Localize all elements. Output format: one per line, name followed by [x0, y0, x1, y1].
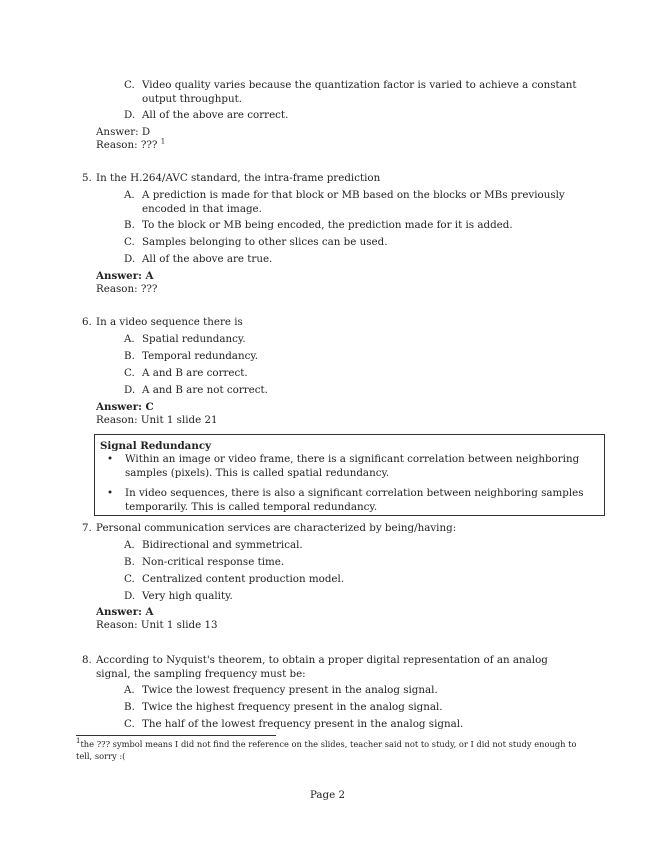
box-title: Signal Redundancy	[100, 440, 212, 452]
bullet-text: In video sequences, there is also a significant correlation between neighboring samples temporarily. This is called temporal redundancy.	[125, 487, 584, 513]
option-text: A and B are correct.	[142, 367, 248, 379]
footnote-text: the ??? symbol means I did not find the reference on the slides, teacher said not to study, or I did not study enough to tell, sorry :(	[76, 739, 577, 761]
option-label: C.	[124, 236, 135, 248]
option-text: Very high quality.	[142, 590, 233, 602]
footnote-rule	[76, 735, 276, 736]
option-label: B.	[124, 219, 135, 231]
page-number: Page 2	[309, 789, 346, 801]
option-label: B.	[124, 556, 135, 568]
signal-redundancy-box	[94, 434, 605, 516]
bullet-text: Within an image or video frame, there is a significant correlation between neighboring samples (pixels). This is called spatial redundancy.	[125, 453, 580, 479]
footnote-mark: 1	[160, 137, 166, 146]
option-label: C.	[124, 573, 135, 585]
q4-option-c	[124, 78, 584, 106]
footnote-mark: 1	[76, 737, 81, 746]
q7-option-b	[124, 555, 584, 569]
bullet-dot-icon: •	[107, 487, 114, 499]
option-text: Video quality varies because the quantization factor is varied to achieve a constant output throughput.	[142, 79, 577, 105]
q8-option-a	[124, 683, 584, 697]
q5-answer: Answer: A	[96, 270, 154, 282]
option-text: The half of the lowest frequency present in the analog signal.	[142, 718, 464, 730]
option-text: To the block or MB being encoded, the prediction made for it is added.	[142, 219, 513, 231]
option-label: A.	[124, 189, 135, 201]
option-text: Spatial redundancy.	[142, 333, 246, 345]
q7-option-d	[124, 589, 584, 603]
q5-option-a	[124, 188, 584, 216]
option-label: D.	[124, 109, 136, 121]
q6-option-c	[124, 366, 584, 380]
reason-text: Reason: ???	[96, 139, 158, 151]
option-label: B.	[124, 701, 135, 713]
option-text: Temporal redundancy.	[142, 350, 259, 362]
q5-option-d	[124, 252, 584, 266]
q8-question: According to Nyquist's theorem, to obtain a proper digital representation of an analog signal, the sampling frequency must be:	[96, 654, 548, 680]
footnote	[76, 738, 581, 762]
option-text: Samples belonging to other slices can be used.	[142, 236, 388, 248]
option-label: A.	[124, 333, 135, 345]
q5-number: 5.	[82, 172, 92, 184]
q6-option-d	[124, 383, 584, 397]
q5-option-b	[124, 218, 584, 232]
option-label: A.	[124, 539, 135, 551]
option-text: Non-critical response time.	[142, 556, 285, 568]
option-label: D.	[124, 253, 136, 265]
option-text: Bidirectional and symmetrical.	[142, 539, 303, 551]
q8-number: 8.	[82, 654, 92, 666]
q6-option-b	[124, 349, 584, 363]
option-label: D.	[124, 384, 136, 396]
option-text: Twice the lowest frequency present in the analog signal.	[142, 684, 438, 696]
q6-answer: Answer: C	[96, 401, 154, 413]
option-label: C.	[124, 367, 135, 379]
option-text: A prediction is made for that block or MB based on the blocks or MBs previously encoded in that image.	[142, 189, 565, 215]
box-bullet	[107, 486, 597, 514]
q4-answer: Answer: D	[96, 126, 151, 138]
q7-reason: Reason: Unit 1 slide 13	[96, 619, 218, 631]
option-label: B.	[124, 350, 135, 362]
q6-question: In a video sequence there is	[96, 316, 243, 328]
bullet-dot-icon: •	[107, 453, 114, 465]
option-label: C.	[124, 718, 135, 730]
q6-reason: Reason: Unit 1 slide 21	[96, 414, 218, 426]
q4-option-d	[124, 108, 584, 122]
q6-option-a	[124, 332, 584, 346]
q7-question: Personal communication services are characterized by being/having:	[96, 522, 457, 534]
q5-option-c	[124, 235, 584, 249]
q5-question: In the H.264/AVC standard, the intra-frame prediction	[96, 172, 381, 184]
q8-option-c	[124, 717, 584, 731]
option-text: A and B are not correct.	[142, 384, 268, 396]
option-text: All of the above are correct.	[142, 109, 289, 121]
q5-reason: Reason: ???	[96, 283, 158, 295]
option-label: D.	[124, 590, 136, 602]
q7-option-c	[124, 572, 584, 586]
q6-number: 6.	[82, 316, 92, 328]
option-text: All of the above are true.	[142, 253, 273, 265]
q7-answer: Answer: A	[96, 606, 154, 618]
option-label: C.	[124, 79, 135, 91]
q7-option-a	[124, 538, 584, 552]
q8-option-b	[124, 700, 584, 714]
q7-number: 7.	[82, 522, 92, 534]
box-bullet	[107, 452, 597, 480]
option-text: Twice the highest frequency present in the analog signal.	[142, 701, 443, 713]
option-label: A.	[124, 684, 135, 696]
q4-reason	[96, 138, 165, 152]
option-text: Centralized content production model.	[142, 573, 345, 585]
